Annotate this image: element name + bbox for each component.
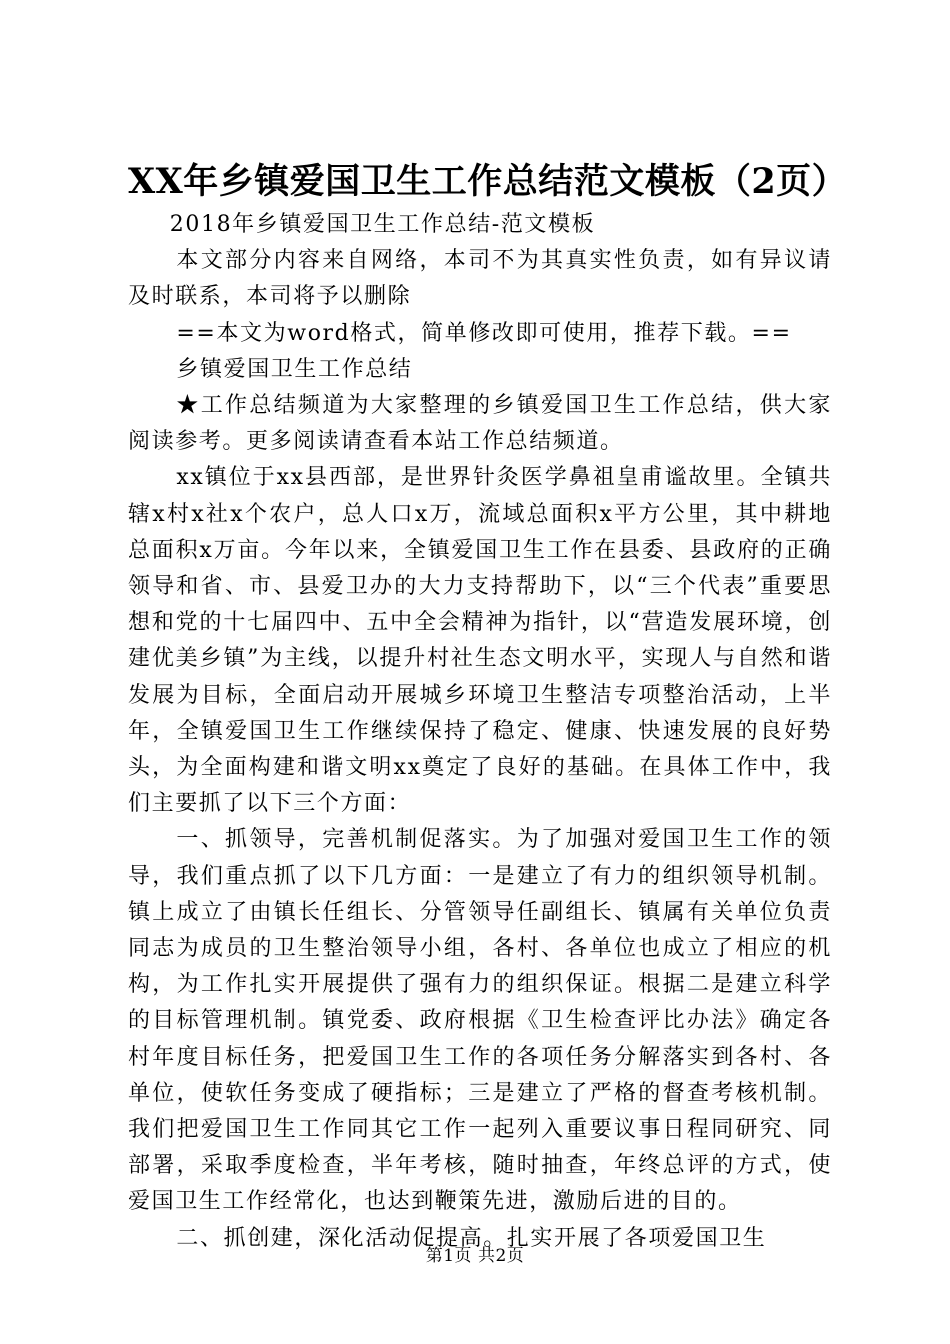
body-paragraph-intro: ★工作总结频道为大家整理的乡镇爱国卫生工作总结，供大家阅读参考。更多阅读请查看本站工作总结频道。: [128, 393, 832, 455]
body-paragraph-section-2: 二、抓创建，深化活动促提高。扎实开展了各项爱国卫生: [176, 1225, 767, 1251]
body-paragraph-heading: 乡镇爱国卫生工作总结: [176, 356, 413, 382]
page-footer: 第1页 共2页: [425, 1246, 525, 1266]
body-paragraph-overview: xx镇位于xx县西部，是世界针灸医学鼻祖皇甫谧故里。全镇共辖x村x社x个农户，总人口x万，流域总面积x平方公里，其中耕地总面积x万亩。今年以来，全镇爱国卫生工作在县委、县政府的正确领导和省、市、县爱卫办的大力支持帮助下，以“三个代表”重要思想和党的十七届四中、五中全会精神为指针，以“营造发展环境，创建优美乡镇”为主线，以提升村社生态文明水平，实现人与自然和谐发展为目标，全面启动开展城乡环境卫生整洁专项整治活动，上半年，全镇爱国卫生工作继续保持了稳定、健康、快速发展的良好势头，为全面构建和谐文明xx奠定了良好的基础。在具体工作中，我们主要抓了以下三个方面：: [128, 465, 832, 817]
body-paragraph-subtitle: 2018年乡镇爱国卫生工作总结-范文模板: [169, 212, 596, 237]
body-paragraph-format-note: ==本文为word格式，简单修改即可使用，推荐下载。==: [176, 320, 792, 346]
document-title: XX年乡镇爱国卫生工作总结范文模板（2页）: [128, 161, 848, 202]
body-paragraph-section-1: 一、抓领导，完善机制促落实。为了加强对爱国卫生工作的领导，我们重点抓了以下几方面：一是建立了有力的组织领导机制。镇上成立了由镇长任组长、分管领导任副组长、镇属有关单位负责同志为成员的卫生整治领导小组，各村、各单位也成立了相应的机构，为工作扎实开展提供了强有力的组织保证。根据二是建立科学的目标管理机制。镇党委、政府根据《卫生检查评比办法》确定各村年度目标任务，把爱国卫生工作的各项任务分解落实到各村、各单位，使软任务变成了硬指标；三是建立了严格的督查考核机制。我们把爱国卫生工作同其它工作一起列入重要议事日程同研究、同部署，采取季度检查，半年考核，随时抽查，年终总评的方式，使爱国卫生工作经常化，也达到鞭策先进，激励后进的目的。: [128, 827, 832, 1215]
body-paragraph-disclaimer: 本文部分内容来自网络，本司不为其真实性负责，如有异议请及时联系，本司将予以删除: [128, 248, 832, 310]
document-body: [128, 207, 832, 1257]
